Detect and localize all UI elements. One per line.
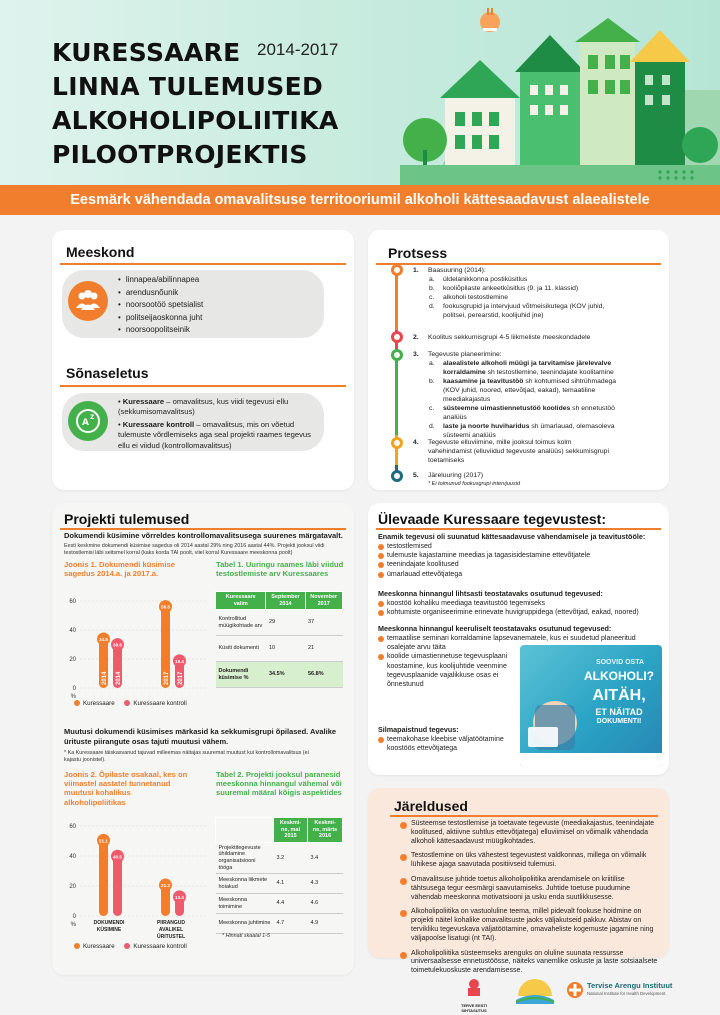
table-header-row [216, 592, 343, 610]
glossary-item: • Kuressaare – omavalitsus, kus viidi tegevusi ellu (sekkumisomavalitsus) [118, 397, 289, 417]
data-label: 13.4 [175, 894, 184, 900]
results-heading-rule [60, 528, 346, 530]
students-note-small: * Ka Kuressaare täiskasvanud tajuvad milleemas näitajas suuremat muutust kui kontrollomavalitsus (ei kajastu joonistel). [64, 750, 309, 763]
glossary-term: Kuressaare [122, 397, 165, 406]
step-sub: b. kaasamine ja teavitustöö sh kohtumised sihtrühmadega (KOV juhid, noored, ettevõtjad, eakad), temaatiline meediakajastus [429, 378, 617, 403]
team-heading-rule [60, 263, 346, 265]
step-sub: c. alkoholi testostlemine [429, 294, 508, 301]
bar [99, 839, 108, 916]
glossary-heading: Sõnaseletus [66, 365, 149, 381]
process-step-5 [413, 471, 658, 489]
sticker-line-1: SOOVID OSTA [595, 659, 645, 666]
legend-label-a: Kuressaare [83, 943, 115, 950]
table-header: Keskmi- ne, märts 2016 [308, 818, 343, 843]
results-heading: Projekti tulemused [64, 511, 190, 527]
sticker-line-5: DOKUMENTI! [596, 718, 642, 725]
list-item: Süsteemse testostlemise ja toetavate tegevuste (meediakajastus, teenindajate koolitused, aktiivne suhtlus ettevõtjatega) elluviimisel on võimalik vähendada alkoholi kättesaadavust müügikohtades. [400, 820, 658, 846]
table-row [216, 662, 343, 688]
team-list [118, 274, 203, 337]
sticker-line-2: ALKOHOLI? [584, 669, 654, 683]
table-row [216, 874, 343, 894]
table-cell: 4.7 [274, 914, 308, 934]
list-item: • noorsootöö spetsialist [118, 299, 203, 312]
table-cell: 4.6 [308, 894, 343, 914]
svg-text:A: A [82, 418, 89, 428]
step-text: Koolitus sekkumisgrupi 4-5 liikmeliste meeskondadele [428, 334, 591, 341]
list-item: • noorsoopolitseinik [118, 324, 203, 337]
students-note: Muutusi dokumendi küsimises märkasid ka sekkumisgrupi õpilased. Avalike ürituste piirangute osas tajuti muutusi vähem. [64, 727, 337, 746]
table-cell: Meeskonna juhtimine [216, 914, 274, 934]
list-item: tulemuste kajastamine meedias ja tagasisidestamine ettevõtjatele [378, 551, 663, 560]
terve-eesti-logo [455, 976, 493, 1013]
header [0, 0, 720, 185]
conclusions-heading-rule [390, 815, 658, 817]
title-line-3: ALKOHOLIPOLIITIKA [52, 106, 339, 135]
y-tick-label: 60 [69, 599, 76, 605]
bar-category-label: 2014 [102, 671, 108, 685]
table-cell: 4.3 [308, 874, 343, 894]
table-header-row [216, 818, 343, 843]
overview-heading-rule [376, 528, 661, 530]
team-icon [68, 281, 108, 321]
y-tick-label: 20 [69, 657, 76, 663]
title-block [52, 36, 338, 172]
y-tick-label: 40 [69, 854, 76, 860]
list-item: koostöö kohaliku meediaga teavitustöö tegemiseks [378, 599, 663, 608]
list-item: • arendusnõunik [118, 287, 203, 300]
table-header: November 2017 [305, 592, 343, 610]
chart1-title: Joonis 1. Dokumendi küsimise sagedus 2014.a. ja 2017.a. [64, 560, 175, 579]
goal-banner [0, 185, 720, 215]
process-dot-5 [391, 470, 403, 482]
table2-note: * Hinnati skaalal 1-5 [222, 933, 270, 939]
process-step-3 [413, 350, 658, 440]
chart2-legend [74, 943, 187, 950]
chart2 [62, 820, 212, 942]
process-dot-4 [391, 437, 403, 449]
table-cell: 37 [305, 610, 343, 636]
chart2-title: Joonis 2. Õpilaste osakaal, kes on viimastel aastatel tunnetanud muutusi kohalikus alkoholipoliitikas [64, 770, 188, 807]
chart1 [62, 595, 212, 700]
legend-swatch-b [124, 943, 130, 949]
y-tick-label: 0 [72, 914, 76, 920]
process-heading: Protsess [388, 245, 448, 261]
data-label: 21.3 [161, 883, 170, 889]
table2 [215, 817, 343, 934]
data-label: 34.5 [99, 636, 108, 642]
conclusions-card [368, 788, 669, 975]
bar-category-label: 2017 [164, 671, 170, 685]
table-header: Keskmi- ne, mai 2015 [274, 818, 308, 843]
glossary-icon [68, 401, 108, 441]
title-line-4: PILOOTPROJEKTIS [52, 140, 308, 169]
data-label: 40.5 [113, 854, 122, 860]
process-dot-1 [391, 264, 403, 276]
list-item: teenindajate koolitused [378, 560, 663, 569]
step-number: 1. [413, 267, 419, 274]
title-years: 2014-2017 [257, 40, 339, 59]
team-glossary-card [52, 230, 354, 490]
glossary-def: – omavalitsus, mis on võetud tulemuste võrdlemiseks aga seal projekti raames tegevus ellu ei viidud (kontrollomavalitsus) [118, 419, 311, 450]
step-text: Baasuuring (2014): [428, 267, 486, 274]
step-number: 5. [413, 472, 419, 479]
table-cell: 4.1 [274, 874, 308, 894]
bar-category-label: 2017 [178, 671, 184, 685]
list-item: Alkoholipoliitika süsteemseks arenguks on oluline suunata ressursse universaalsesse ennetustöösse, näiteks vanemlike oskuste ja laste sotsiaalsete toimetulekuoskuste arendamisesse. [400, 950, 658, 976]
conclusions-heading: Järeldused [394, 798, 468, 814]
overview-group-4 [378, 735, 513, 753]
results-intro: Dokumendi küsimine võrreldes kontrollomavalitsusega suurenes märgatavalt. [64, 531, 343, 540]
legend-label-a: Kuressaare [83, 700, 115, 707]
list-item: teemakohase kleebise väljatöötamine koostöös ettevõtjatega [378, 735, 513, 753]
x-tick-label: KÜSIMINE [96, 927, 122, 933]
process-step-2 [413, 333, 658, 342]
step-sub: b. kooliõpilaste ankeetküsitlus (9. ja 11. klassid) [429, 285, 579, 292]
table-row [216, 636, 343, 662]
legend-swatch-b [124, 700, 130, 706]
x-tick-label: DOKUMENDI [93, 920, 125, 926]
y-tick-label: 40 [69, 628, 76, 634]
table-cell: 3.4 [308, 842, 343, 873]
step-text: Tegevuste elluviimine, mille jooksul toimus kolm vahehindamist (elluviidud tegevuste analüüs) sekkumisgrupi toetamiseks [428, 439, 609, 464]
process-card [368, 230, 669, 490]
table-cell: Kontrollitud müügikohtade arv [216, 610, 266, 636]
process-line-3 [395, 350, 398, 435]
data-label: 56.8 [161, 604, 170, 610]
table-header: Kuressaare valim [216, 592, 266, 610]
table-cell: 10 [266, 636, 305, 662]
team-heading: Meeskond [66, 244, 135, 260]
table-row [216, 914, 343, 934]
data-label: 51.1 [99, 838, 108, 844]
step-sub: c. süsteemne uimastiennetustöö koolides sh ennetustöö analüüs [429, 405, 615, 421]
table-header [216, 818, 274, 843]
tai-name: Tervise Arengu Instituut [587, 981, 673, 990]
legend-swatch-a [74, 943, 80, 949]
tai-subname: National Institute for Health Development [587, 991, 666, 996]
data-label: 19.4 [175, 658, 184, 664]
list-item: • linnapea/abilinnapea [118, 274, 203, 287]
table-row [216, 842, 343, 873]
list-item: kohtumiste organiseerimine erinevate huvigruppidega (ettevõtjad, eakad, noored) [378, 608, 663, 617]
table-cell: 34.5% [266, 662, 305, 688]
step-text: Järeluuring (2017) [428, 472, 484, 479]
conclusions-list [400, 820, 658, 982]
list-item: testostlemised [378, 542, 663, 551]
table-cell: 56.8% [305, 662, 343, 688]
process-dot-2 [391, 331, 403, 343]
x-tick-label: AVALIKEL [158, 927, 184, 933]
glossary-text [118, 397, 318, 453]
step-sub: d. laste ja noorte huviharidus sh ümarlauad, olemasoleva süsteemi analüüs [429, 423, 615, 439]
process-step-4 [413, 438, 613, 465]
table-cell: Dokumendi küsimise % [216, 662, 266, 688]
table1-title: Tabel 1. Uuringu raames läbi viidud testostlemiste arv Kuressaares [216, 560, 344, 579]
campaign-sticker-image [520, 645, 662, 767]
terve-eesti-text: TERVE EESTI SIHTASUTUS [461, 1003, 487, 1013]
results-intro-note: Eesti keskmine dokumendi küsimise sagedus oli 2014 aastal 29% ning 2016 aastal 44%. Projekti jooksul viidi testostlemisi läbi seitsmel korral (kaks korda TAI poolt, viiel korral Kuressaare meeskonna poolt) [64, 543, 325, 556]
sticker-line-3: AITÄH, [592, 687, 646, 704]
data-label: 30.6 [113, 642, 122, 648]
list-item: temaatilise seminari korraldamine lapsevanematele, kus ei suudetud planeeritud osalejate arvu täita [378, 634, 663, 652]
y-axis-unit: % [70, 922, 76, 928]
glossary-term: Kuressaare kontroll [122, 419, 195, 429]
overview-card [368, 503, 669, 775]
overview-group-2-heading: Meeskonna hinnangul lihtsasti teostatavaks osutunud tegevused: [378, 589, 603, 598]
list-item: Omavalitsuse juhtide toetus alkoholipoliitika arendamisele on kriitilise tähtsusega tegur eesmärgi saavutamiseks. Juhtide toetuse puudumine vähendab meeskonna motivatsiooni ja usku enda suutlikkusesse. [400, 876, 658, 902]
table1 [215, 591, 343, 688]
table2-title: Tabel 2. Projekti jooksul paranesid meeskonna hinnangul vähemal või suuremal määral kõigis aspektides [216, 770, 342, 798]
step-number: 4. [413, 439, 419, 446]
bar [113, 855, 122, 916]
table-cell: Projektitegevuste ühildamine organisatsiooni tööga [216, 842, 274, 873]
step-text: Tegevuste planeerimine: [428, 351, 502, 358]
list-item: • politseijaoskonna juht [118, 312, 203, 325]
x-tick-label: PIIRANGUD [156, 920, 186, 926]
table-cell: Meeskonna toimimine [216, 894, 274, 914]
y-tick-label: 0 [72, 686, 76, 692]
glossary-item: • Kuressaare kontroll – omavalitsus, mis on võetud tulemuste võrdlemiseks aga seal projekti raames tegevus ellu ei viidud (kontrollomavalitsus) [118, 419, 311, 450]
legend-label-b: Kuressaare kontroll [133, 700, 187, 707]
step-sub: a. alaealistele alkoholi müügi ja tarvitamise järelevalve korraldamine sh testostlemine, teenindajate koolitamine [429, 360, 614, 376]
table-header: September 2014 [266, 592, 305, 610]
process-line-1 [395, 275, 398, 330]
table-row [216, 610, 343, 636]
list-item: ümarlauad ettevõtjatega [378, 570, 663, 579]
process-dot-3 [391, 349, 403, 361]
bar-category-label: 2014 [116, 671, 122, 685]
y-tick-label: 20 [69, 884, 76, 890]
table-cell: 4.4 [274, 894, 308, 914]
tai-mark [566, 981, 584, 999]
step-number: 2. [413, 334, 419, 341]
step-number: 3. [413, 351, 419, 358]
chart1-legend [74, 700, 187, 707]
table-cell: Küsiti dokumenti [216, 636, 266, 662]
title-line-2: LINNA TULEMUSED [52, 72, 324, 101]
legend-label-b: Kuressaare kontroll [133, 943, 187, 950]
process-heading-rule [376, 263, 661, 265]
x-tick-label: ÜRITUSTEL [156, 934, 186, 940]
glossary-def: – omavalitsus, kus viidi tegevusi ellu (sekkumisomavalitsus) [118, 397, 289, 417]
list-item: koolide uimastiennetuse tegevusplaani koostamine, kus koolijuhtide veenmine tegevusplaanide vajalikkuse osas ei õnnestunud [378, 652, 518, 689]
y-axis-unit: % [70, 694, 76, 700]
table-row [216, 894, 343, 914]
table-cell: 3.2 [274, 842, 308, 873]
terve-eesti-mark [455, 976, 493, 998]
glossary-heading-rule [60, 385, 346, 387]
step-sub: d. fookusgrupid ja intervjuud võtmeisikutega (KOV juhid, politsei, perearstid, koolijuhid jne) [429, 303, 605, 319]
y-tick-label: 60 [69, 824, 76, 830]
title-line-1: KURESSAARE [52, 38, 241, 67]
overview-group-4-heading: Silmapaistnud tegevus: [378, 725, 459, 734]
tai-logo [566, 978, 696, 1006]
table-cell: 29 [266, 610, 305, 636]
svg-text:Z: Z [90, 414, 95, 421]
legend-swatch-a [74, 700, 80, 706]
list-item: Alkoholipoliitika on vastuoluline teema, millel pidevalt fookuse hoidmine on projekti näitel kohalike omavalitsuste jaoks väljakutseid pakkuv. Abistav on tervikliku tegevuskava väljatöötamine, omavaheliste kogemuste jagamine ning väljapoolse lisatugi (nt TAI). [400, 908, 658, 943]
overview-group-1 [378, 542, 663, 579]
overview-heading: Ülevaade Kuressaare tegevustest: [378, 511, 607, 527]
table-cell: 21 [305, 636, 343, 662]
step-footnote: * Ei toimunud fookusgrupi intervjuusid [428, 481, 521, 487]
overview-group-3-heading: Meeskonna hinnangul keeruliselt teostatavaks osutunud tegevused: [378, 624, 612, 633]
sticker-line-4: ET NÄITAD [595, 707, 643, 717]
table-cell: 4.9 [308, 914, 343, 934]
overview-group-1-heading: Enamik tegevusi oli suunatud kättesaadavuse vähendamisele ja teavitustööle: [378, 532, 646, 541]
table-cell: Meeskonna liikmete hoiakud [216, 874, 274, 894]
list-item: Testostlemine on üks vähestest tegevustest valdkonnas, millega on võimalik lühikese ajaga saavutada positiivseid tulemusi. [400, 852, 658, 870]
results-card [52, 503, 354, 975]
sun-logo [514, 978, 556, 1004]
step-sub: a. üldelanikkonna postiküsitlus [429, 276, 528, 283]
process-step-1 [413, 266, 658, 320]
sun-mark [514, 978, 556, 1004]
goal-banner-text: Eesmärk vähendada omavalitsuse territooriumil alkoholi kättesaadavust alaealistele [70, 192, 650, 208]
overview-group-2 [378, 599, 663, 617]
